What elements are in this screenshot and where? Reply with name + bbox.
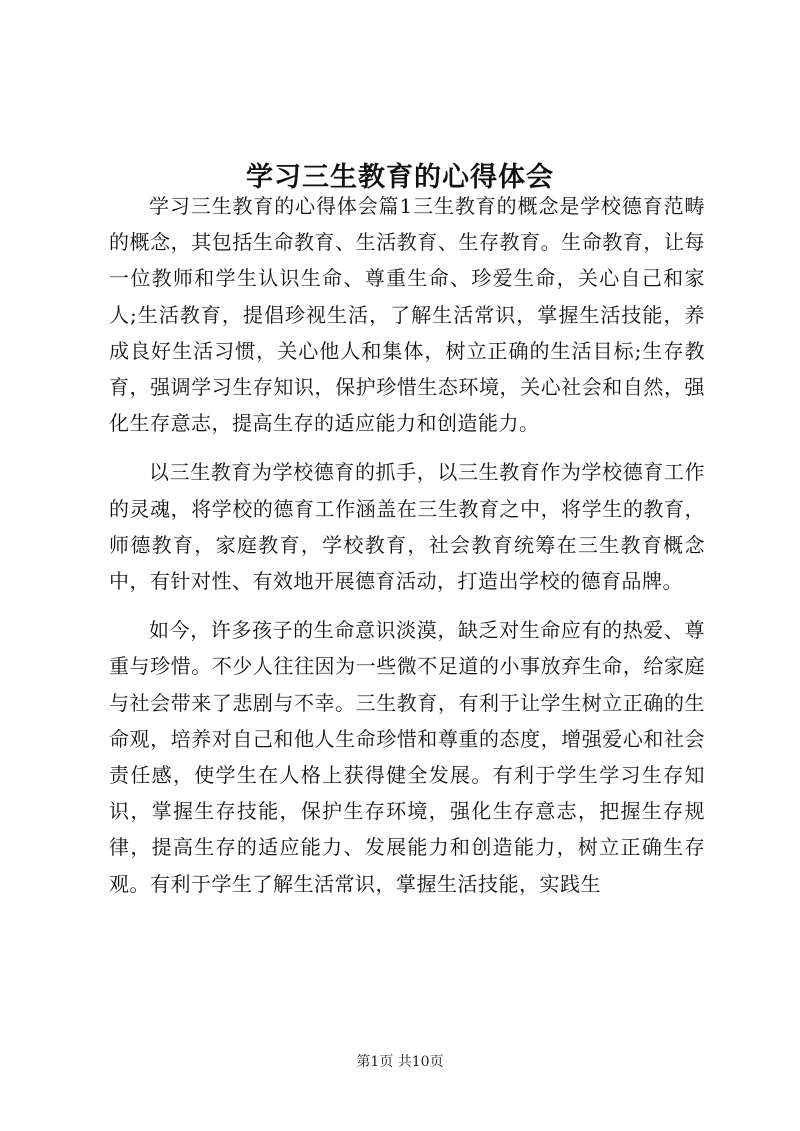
document-body [109, 188, 705, 915]
paragraph-2: 以三生教育为学校德育的抓手，以三生教育作为学校德育工作的灵魂，将学校的德育工作涵盖在三生教育之中，将学生的教育，师德教育，家庭教育，学校教育，社会教育统筹在三生教育概念中，有针对性、有效地开展德育活动，打造出学校的德育品牌。 [109, 460, 705, 594]
paragraph-1: 学习三生教育的心得体会篇1三生教育的概念是学校德育范畴的概念，其包括生命教育、生活教育、生存教育。生命教育，让每一位教师和学生认识生命、尊重生命、珍爱生命，关心自己和家人;生活教育，提倡珍视生活，了解生活常识，掌握生活技能，养成良好生活习惯，关心他人和集体，树立正确的生活目标;生存教育，强调学习生存知识，保护珍惜生态环境，关心社会和自然，强化生存意志，提高生存的适应能力和创造能力。 [109, 194, 705, 436]
document-title: 学习三生教育的心得体会 [246, 162, 554, 194]
page-footer: 第1页 共10页 [356, 1054, 444, 1070]
paragraph-3: 如今，许多孩子的生命意识淡漠，缺乏对生命应有的热爱、尊重与珍惜。不少人往往因为一些微不足道的小事放弃生命，给家庭与社会带来了悲剧与不幸。三生教育，有利于让学生树立正确的生命观，培养对自己和他人生命珍惜和尊重的态度，增强爱心和社会责任感，使学生在人格上获得健全发展。有利于学生学习生存知识，掌握生存技能，保护生存环境，强化生存意志，把握生存规律，提高生存的适应能力、发展能力和创造能力，树立正确生存观。有利于学生了解生活常识，掌握生活技能，实践生 [109, 618, 705, 896]
